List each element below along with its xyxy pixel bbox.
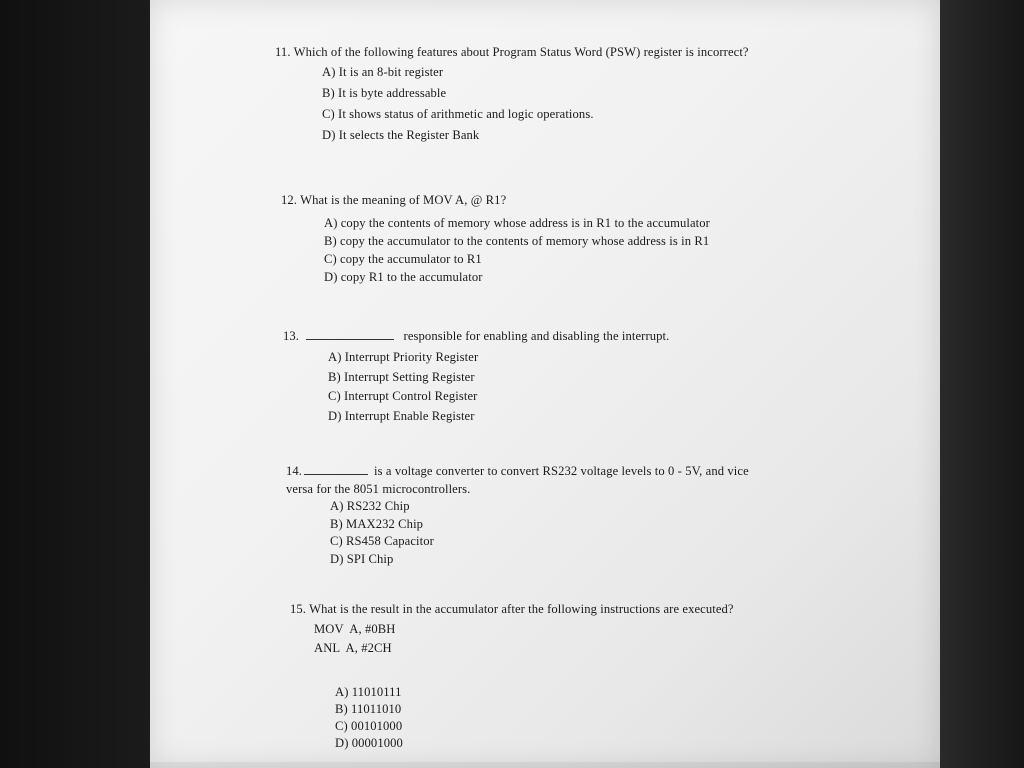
- question-13: [283, 326, 669, 426]
- question-text: is a voltage converter to convert RS232 voltage levels to 0 - 5V, and vice: [374, 464, 749, 478]
- question-stem: [286, 462, 749, 480]
- monitor-bezel-left: [0, 0, 150, 768]
- option-c: C) 00101000: [335, 719, 403, 733]
- question-text: What is the meaning of MOV A, @ R1?: [300, 193, 507, 207]
- option-c: C) Interrupt Control Register: [328, 389, 478, 404]
- option-b: B) MAX232 Chip: [330, 516, 424, 531]
- option-b: B) copy the accumulator to the contents of memory whose address is in R1: [324, 234, 710, 248]
- question-11: [275, 42, 749, 146]
- option-a: A) Interrupt Priority Register: [328, 350, 479, 364]
- question-12: [281, 190, 710, 286]
- option-d: D) SPI Chip: [330, 551, 394, 566]
- code-line-1: MOV A, #0BH: [314, 622, 396, 636]
- screen-bottom-edge: [150, 762, 940, 768]
- question-text: Which of the following features about Program Status Word (PSW) register is incorrect?: [293, 45, 749, 59]
- option-a: A) copy the contents of memory whose address is in R1 to the accumulator: [324, 216, 710, 230]
- question-stem: [283, 326, 669, 346]
- question-text: responsible for enabling and disabling the interrupt.: [403, 329, 670, 343]
- option-c: C) It shows status of arithmetic and logic operations.: [322, 107, 594, 121]
- question-number: 13.: [283, 329, 300, 343]
- option-d: D) copy R1 to the accumulator: [324, 270, 483, 284]
- question-stem-continued: versa for the 8051 microcontrollers.: [286, 482, 471, 496]
- fill-in-blank: [304, 464, 368, 475]
- code-line-2: ANL A, #2CH: [314, 641, 392, 655]
- option-a: A) RS232 Chip: [330, 499, 410, 513]
- question-stem: [281, 190, 710, 210]
- options-list: [290, 684, 734, 752]
- question-15: [290, 600, 734, 752]
- question-stem: [275, 42, 749, 62]
- option-b: B) 11011010: [335, 702, 402, 716]
- option-d: D) It selects the Register Bank: [322, 128, 480, 142]
- option-a: A) 11010111: [335, 685, 402, 699]
- option-c: C) copy the accumulator to R1: [324, 252, 482, 266]
- option-c: C) RS458 Capacitor: [330, 534, 434, 548]
- question-text: What is the result in the accumulator after the following instructions are executed?: [309, 602, 734, 616]
- option-a: A) It is an 8-bit register: [322, 65, 444, 79]
- option-d: D) Interrupt Enable Register: [328, 408, 475, 423]
- question-14: [286, 462, 749, 568]
- question-number: 11.: [275, 45, 291, 59]
- question-number: 12.: [281, 193, 298, 207]
- question-number: 15.: [290, 602, 307, 616]
- option-b: B) Interrupt Setting Register: [328, 369, 475, 384]
- option-b: B) It is byte addressable: [322, 86, 447, 100]
- option-d: D) 00001000: [335, 736, 403, 750]
- monitor-bezel-right: [939, 0, 1024, 768]
- question-stem: [290, 600, 734, 618]
- question-number: 14.: [286, 464, 303, 478]
- fill-in-blank: [306, 329, 394, 340]
